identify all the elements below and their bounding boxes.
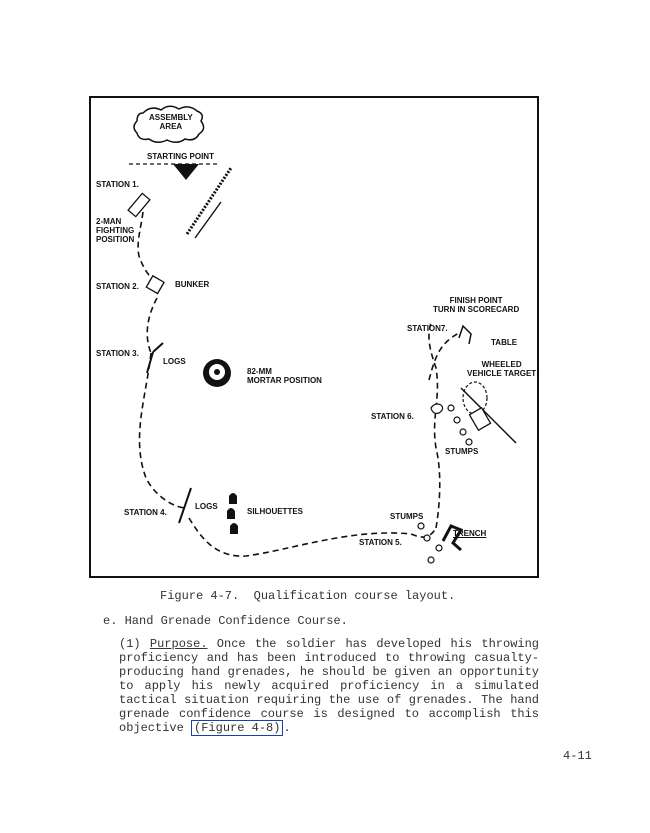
logs2-icon xyxy=(179,488,191,523)
route-end-arc xyxy=(429,333,459,380)
trench-label: TRENCH xyxy=(453,529,487,538)
logs2-label: LOGS xyxy=(195,502,218,511)
paragraph-end: . xyxy=(283,721,291,735)
table-icon xyxy=(459,326,471,344)
station2-label: STATION 2. xyxy=(96,282,139,291)
assembly-area-label: ASSEMBLY AREA xyxy=(149,113,193,131)
table-label: TABLE xyxy=(491,338,518,347)
paragraph-number: (1) xyxy=(119,637,141,651)
barbed-wire xyxy=(187,168,231,234)
starting-point-label: STARTING POINT xyxy=(147,152,214,161)
wheeled-vehicle-label: WHEELED VEHICLE TARGET xyxy=(467,360,537,378)
station6-marker xyxy=(431,404,443,413)
section-heading: e. Hand Grenade Confidence Course. xyxy=(103,614,348,628)
barbed-wire-2 xyxy=(195,202,221,238)
station1-marker xyxy=(128,193,150,216)
starting-arrow-icon xyxy=(173,164,199,180)
page-number: 4-11 xyxy=(563,749,592,763)
figure-caption: Figure 4-7. Qualification course layout. xyxy=(160,589,456,603)
vehicle-target-area xyxy=(463,382,487,414)
stump xyxy=(418,523,424,529)
paragraph xyxy=(119,637,539,735)
mortar-label: 82-MM MORTAR POSITION xyxy=(247,367,322,385)
station7-label: STATION7. xyxy=(407,324,448,333)
figure-qualification-course xyxy=(89,96,539,578)
figure-4-8-link[interactable]: (Figure 4-8) xyxy=(191,720,283,736)
station3-label: STATION 3. xyxy=(96,349,139,358)
fighting-position-label: 2-MAN FIGHTING POSITION xyxy=(96,217,135,244)
station5-label: STATION 5. xyxy=(359,538,402,547)
paragraph-title: Purpose. xyxy=(149,637,208,651)
logs1-label: LOGS xyxy=(163,357,186,366)
station1-label: STATION 1. xyxy=(96,180,139,189)
finish-point-label: FINISH POINT TURN IN SCORECARD xyxy=(433,296,520,314)
silhouettes-icon xyxy=(227,493,238,534)
paragraph-body: Once the soldier has developed his throwing proficiency and has been introduced to throwing casualty-producing hand grenades, he should be given an opportunity to apply his newly acquired proficiency in a simulated tactical situation requiring the use of grenades. The hand grenade confidence course is designed to accomplish this objective xyxy=(119,637,539,735)
bunker-label: BUNKER xyxy=(175,280,210,289)
bunker-icon xyxy=(146,276,164,294)
station6-label: STATION 6. xyxy=(371,412,414,421)
stumps1-label: STUMPS xyxy=(445,447,479,456)
stumps2-label: STUMPS xyxy=(390,512,424,521)
silhouettes-label: SILHOUETTES xyxy=(247,507,304,516)
station4-label: STATION 4. xyxy=(124,508,167,517)
